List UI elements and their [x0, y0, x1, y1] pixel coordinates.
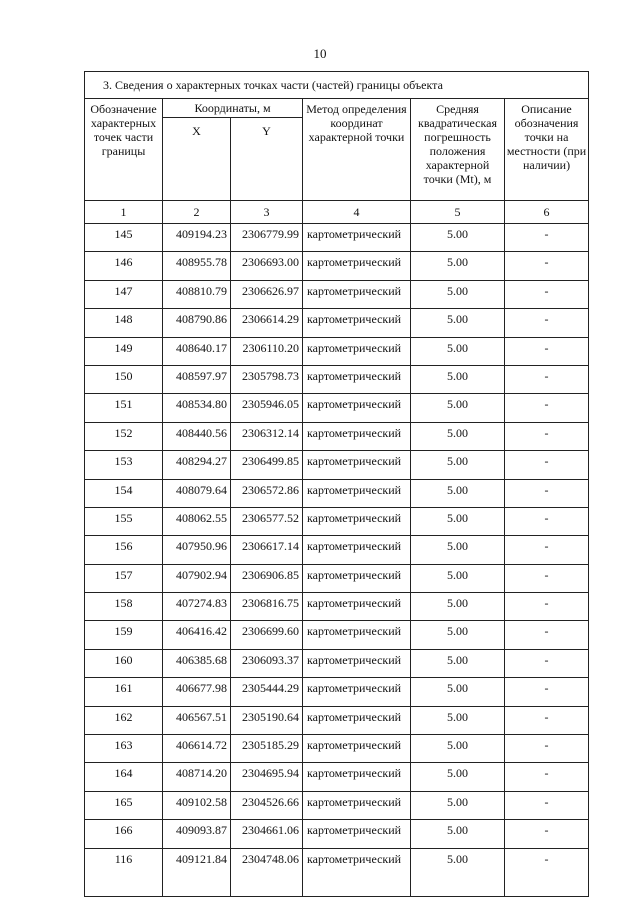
point-cell: 161	[85, 678, 163, 706]
point-cell: 158	[85, 593, 163, 621]
error-cell: 5.00	[411, 451, 505, 479]
point-cell: 165	[85, 791, 163, 819]
y-coordinate-cell: 2304661.06	[231, 820, 303, 848]
point-cell: 151	[85, 394, 163, 422]
method-cell: картометрический	[303, 706, 411, 734]
description-cell: -	[505, 394, 589, 422]
point-cell: 164	[85, 763, 163, 791]
table-row	[85, 621, 589, 649]
table-row	[85, 678, 589, 706]
error-cell: 5.00	[411, 564, 505, 592]
x-coordinate-cell: 408810.79	[163, 280, 231, 308]
point-cell: 147	[85, 280, 163, 308]
y-coordinate-cell: 2304526.66	[231, 791, 303, 819]
description-cell: -	[505, 365, 589, 393]
boundary-points-table	[84, 71, 589, 897]
table-row	[85, 394, 589, 422]
method-cell: картометрический	[303, 593, 411, 621]
error-cell: 5.00	[411, 280, 505, 308]
table-row	[85, 791, 589, 819]
y-coordinate-cell: 2306693.00	[231, 252, 303, 280]
error-cell: 5.00	[411, 678, 505, 706]
error-cell: 5.00	[411, 394, 505, 422]
point-cell: 155	[85, 507, 163, 535]
y-coordinate-cell: 2306312.14	[231, 422, 303, 450]
method-cell: картометрический	[303, 678, 411, 706]
description-cell: -	[505, 848, 589, 896]
error-cell: 5.00	[411, 649, 505, 677]
table-row	[85, 848, 589, 896]
table-row	[85, 763, 589, 791]
error-cell: 5.00	[411, 763, 505, 791]
error-cell: 5.00	[411, 507, 505, 535]
header-method: Метод определения координат характерной точки	[303, 99, 411, 201]
header-coordinates: Координаты, м	[163, 99, 303, 118]
description-cell: -	[505, 337, 589, 365]
point-cell: 163	[85, 735, 163, 763]
table-row	[85, 735, 589, 763]
x-coordinate-cell: 406614.72	[163, 735, 231, 763]
table-row	[85, 451, 589, 479]
x-coordinate-cell: 408790.86	[163, 309, 231, 337]
error-cell: 5.00	[411, 252, 505, 280]
y-coordinate-cell: 2306614.29	[231, 309, 303, 337]
method-cell: картометрический	[303, 422, 411, 450]
column-number: 5	[411, 201, 505, 224]
column-number: 4	[303, 201, 411, 224]
error-cell: 5.00	[411, 735, 505, 763]
error-cell: 5.00	[411, 621, 505, 649]
section-title: 3. Сведения о характерных точках части (частей) границы объекта	[85, 72, 589, 99]
method-cell: картометрический	[303, 451, 411, 479]
table-row	[85, 564, 589, 592]
x-coordinate-cell: 408955.78	[163, 252, 231, 280]
description-cell: -	[505, 649, 589, 677]
y-coordinate-cell: 2306816.75	[231, 593, 303, 621]
method-cell: картометрический	[303, 564, 411, 592]
description-cell: -	[505, 763, 589, 791]
x-coordinate-cell: 408640.17	[163, 337, 231, 365]
x-coordinate-cell: 408597.97	[163, 365, 231, 393]
y-coordinate-cell: 2306110.20	[231, 337, 303, 365]
x-coordinate-cell: 409121.84	[163, 848, 231, 896]
y-coordinate-cell: 2305190.64	[231, 706, 303, 734]
description-cell: -	[505, 735, 589, 763]
description-cell: -	[505, 280, 589, 308]
method-cell: картометрический	[303, 820, 411, 848]
error-cell: 5.00	[411, 706, 505, 734]
table-row	[85, 706, 589, 734]
x-coordinate-cell: 406416.42	[163, 621, 231, 649]
x-coordinate-cell: 408714.20	[163, 763, 231, 791]
description-cell: -	[505, 564, 589, 592]
y-coordinate-cell: 2306699.60	[231, 621, 303, 649]
point-cell: 146	[85, 252, 163, 280]
point-cell: 152	[85, 422, 163, 450]
x-coordinate-cell: 408079.64	[163, 479, 231, 507]
y-coordinate-cell: 2306617.14	[231, 536, 303, 564]
x-coordinate-cell: 406677.98	[163, 678, 231, 706]
error-cell: 5.00	[411, 224, 505, 252]
point-cell: 145	[85, 224, 163, 252]
x-coordinate-cell: 408534.80	[163, 394, 231, 422]
point-cell: 116	[85, 848, 163, 896]
table-row	[85, 252, 589, 280]
description-cell: -	[505, 451, 589, 479]
x-coordinate-cell: 406567.51	[163, 706, 231, 734]
table-row	[85, 479, 589, 507]
error-cell: 5.00	[411, 479, 505, 507]
method-cell: картометрический	[303, 848, 411, 896]
point-cell: 150	[85, 365, 163, 393]
point-cell: 153	[85, 451, 163, 479]
table-row	[85, 507, 589, 535]
description-cell: -	[505, 422, 589, 450]
x-coordinate-cell: 409093.87	[163, 820, 231, 848]
header-point: Обозначение характерных точек части границы	[85, 99, 163, 201]
y-coordinate-cell: 2304748.06	[231, 848, 303, 896]
y-coordinate-cell: 2306093.37	[231, 649, 303, 677]
error-cell: 5.00	[411, 593, 505, 621]
method-cell: картометрический	[303, 479, 411, 507]
y-coordinate-cell: 2305798.73	[231, 365, 303, 393]
description-cell: -	[505, 252, 589, 280]
table-row	[85, 365, 589, 393]
y-coordinate-cell: 2305444.29	[231, 678, 303, 706]
column-number: 1	[85, 201, 163, 224]
x-coordinate-cell: 408062.55	[163, 507, 231, 535]
y-coordinate-cell: 2306499.85	[231, 451, 303, 479]
description-cell: -	[505, 678, 589, 706]
point-cell: 148	[85, 309, 163, 337]
method-cell: картометрический	[303, 763, 411, 791]
method-cell: картометрический	[303, 224, 411, 252]
y-coordinate-cell: 2304695.94	[231, 763, 303, 791]
error-cell: 5.00	[411, 820, 505, 848]
method-cell: картометрический	[303, 621, 411, 649]
column-number: 6	[505, 201, 589, 224]
header-y: Y	[231, 118, 303, 201]
column-number: 2	[163, 201, 231, 224]
description-cell: -	[505, 593, 589, 621]
y-coordinate-cell: 2306626.97	[231, 280, 303, 308]
point-cell: 157	[85, 564, 163, 592]
x-coordinate-cell: 408440.56	[163, 422, 231, 450]
y-coordinate-cell: 2306577.52	[231, 507, 303, 535]
point-cell: 149	[85, 337, 163, 365]
method-cell: картометрический	[303, 280, 411, 308]
table-row	[85, 224, 589, 252]
header-error: Средняя квадратическая погрешность положения характерной точки (Mt), м	[411, 99, 505, 201]
table-row	[85, 422, 589, 450]
method-cell: картометрический	[303, 252, 411, 280]
error-cell: 5.00	[411, 309, 505, 337]
method-cell: картометрический	[303, 337, 411, 365]
y-coordinate-cell: 2305946.05	[231, 394, 303, 422]
method-cell: картометрический	[303, 536, 411, 564]
y-coordinate-cell: 2306906.85	[231, 564, 303, 592]
header-x: X	[163, 118, 231, 201]
method-cell: картометрический	[303, 791, 411, 819]
error-cell: 5.00	[411, 791, 505, 819]
x-coordinate-cell: 406385.68	[163, 649, 231, 677]
x-coordinate-cell: 407274.83	[163, 593, 231, 621]
error-cell: 5.00	[411, 365, 505, 393]
table-row	[85, 309, 589, 337]
table-row	[85, 280, 589, 308]
description-cell: -	[505, 791, 589, 819]
method-cell: картометрический	[303, 507, 411, 535]
method-cell: картометрический	[303, 394, 411, 422]
table-row	[85, 536, 589, 564]
x-coordinate-cell: 409194.23	[163, 224, 231, 252]
y-coordinate-cell: 2305185.29	[231, 735, 303, 763]
error-cell: 5.00	[411, 337, 505, 365]
description-cell: -	[505, 820, 589, 848]
table-row	[85, 337, 589, 365]
point-cell: 160	[85, 649, 163, 677]
table-row	[85, 649, 589, 677]
y-coordinate-cell: 2306572.86	[231, 479, 303, 507]
description-cell: -	[505, 706, 589, 734]
error-cell: 5.00	[411, 422, 505, 450]
point-cell: 162	[85, 706, 163, 734]
table-row	[85, 820, 589, 848]
description-cell: -	[505, 621, 589, 649]
y-coordinate-cell: 2306779.99	[231, 224, 303, 252]
description-cell: -	[505, 309, 589, 337]
x-coordinate-cell: 409102.58	[163, 791, 231, 819]
description-cell: -	[505, 536, 589, 564]
description-cell: -	[505, 224, 589, 252]
x-coordinate-cell: 407950.96	[163, 536, 231, 564]
header-description: Описание обозначения точки на местности (при наличии)	[505, 99, 589, 201]
point-cell: 166	[85, 820, 163, 848]
column-number: 3	[231, 201, 303, 224]
error-cell: 5.00	[411, 848, 505, 896]
point-cell: 159	[85, 621, 163, 649]
table-body	[85, 224, 589, 897]
column-number-row	[85, 201, 589, 224]
method-cell: картометрический	[303, 649, 411, 677]
x-coordinate-cell: 408294.27	[163, 451, 231, 479]
description-cell: -	[505, 507, 589, 535]
x-coordinate-cell: 407902.94	[163, 564, 231, 592]
method-cell: картометрический	[303, 735, 411, 763]
method-cell: картометрический	[303, 309, 411, 337]
point-cell: 156	[85, 536, 163, 564]
description-cell: -	[505, 479, 589, 507]
point-cell: 154	[85, 479, 163, 507]
error-cell: 5.00	[411, 536, 505, 564]
method-cell: картометрический	[303, 365, 411, 393]
table-row	[85, 593, 589, 621]
page-number: 10	[313, 46, 327, 61]
